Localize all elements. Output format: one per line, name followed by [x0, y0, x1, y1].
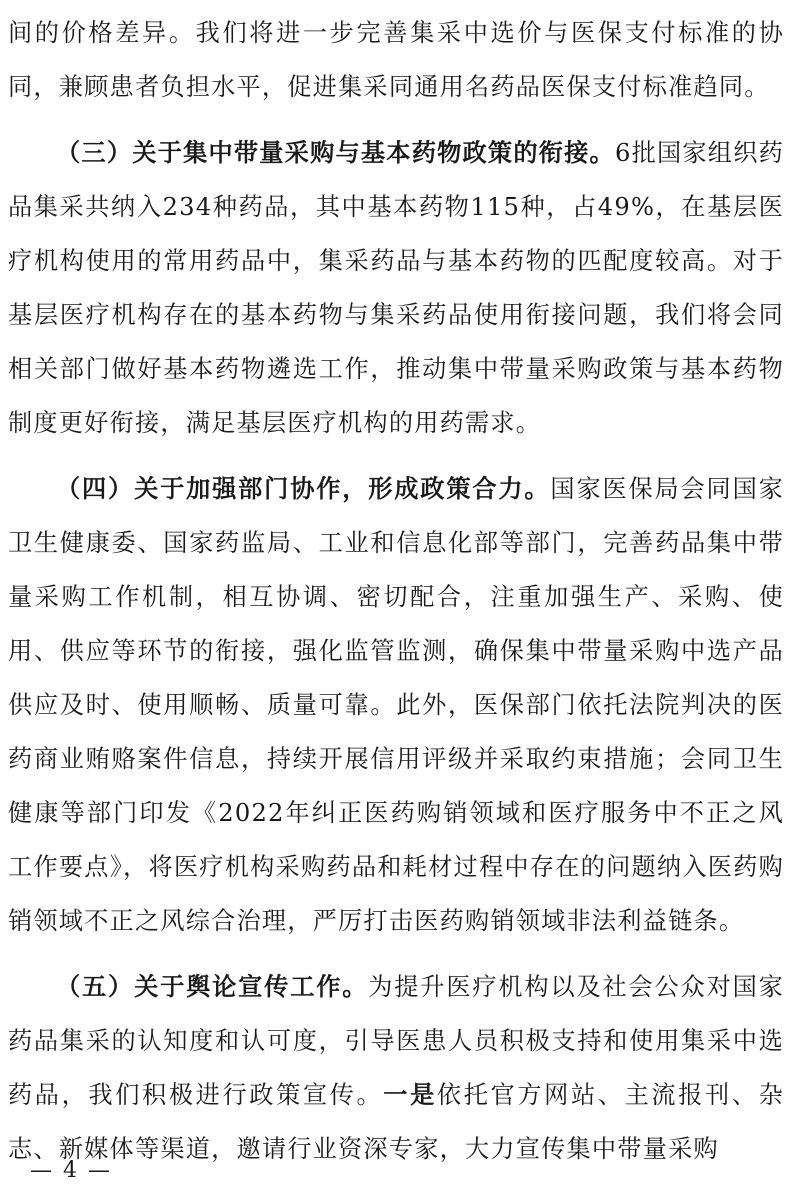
section-heading: （五）关于舆论宣传工作。 [56, 972, 369, 1001]
section-heading: （三）关于集中带量采购与基本药物政策的衔接。 [56, 138, 615, 167]
page-number: — 4 — [30, 1158, 112, 1183]
paragraph-text: 依托官方网站、主流报刊、杂志、新媒体等渠道，邀请行业资深专家，大力宣传集中带量采购 [8, 1081, 784, 1163]
paragraph-section-four [8, 462, 784, 948]
paragraph-text: 6批国家组织药品集采共纳入234种药品，其中基本药物115种，占49%，在基层医疗机构使用的常用药品中，集采药品与基本药物的匹配度较高。对于基层医疗机构存在的基本药物与集采药品使用衔接问题，我们将会同相关部门做好基本药物遴选工作，推动集中带量采购政策与基本药物制度更好衔接，满足基层医疗机构的用药需求。 [8, 139, 785, 437]
paragraph-continuation [8, 6, 784, 114]
document-body [8, 6, 784, 1176]
paragraph-text: 为提升医疗机构以及社会公众对国家药品集采的认知度和认可度，引导医患人员积极支持和使用集采中选药品，我们积极进行政策宣传。 [8, 973, 785, 1109]
section-heading: （四）关于加强部门协作，形成政策合力。 [56, 474, 551, 503]
paragraph-text: 国家医保局会同国家卫生健康委、国家药监局、工业和信息化部等部门，完善药品集中带量采购工作机制，相互协调、密切配合，注重加强生产、采购、使用、供应等环节的衔接，强化监管监测，确保集中带量采购中选产品供应及时、使用顺畅、质量可靠。此外，医保部门依托法院判决的医药商业贿赂案件信息，持续开展信用评级并采取约束措施；会同卫生健康等部门印发《2022年纠正医药购销领域和医疗服务中不正之风工作要点》，将医疗机构采购药品和耗材过程中存在的问题纳入医药购销领域不正之风综合治理，严厉打击医药购销领域非法利益链条。 [8, 475, 784, 935]
paragraph-text: 间的价格差异。我们将进一步完善集采中选价与医保支付标准的协同，兼顾患者负担水平，促进集采同通用名药品医保支付标准趋同。 [8, 19, 784, 101]
list-marker: 一是 [383, 1080, 437, 1109]
paragraph-section-three [8, 126, 784, 450]
paragraph-section-five [8, 960, 784, 1176]
